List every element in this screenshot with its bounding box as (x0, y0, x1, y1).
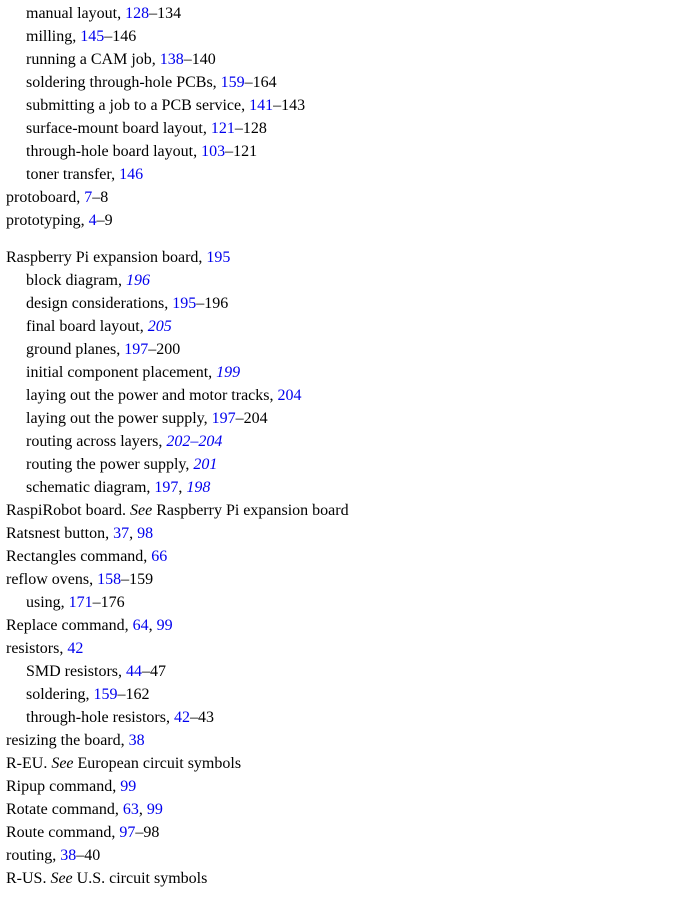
entry-text: Rotate command, (6, 801, 123, 818)
page-link[interactable]: 121 (210, 120, 235, 137)
entry-text: laying out the power supply, (26, 410, 212, 427)
entry-text: reflow ovens, (6, 571, 98, 588)
entry-text: initial component placement, (26, 364, 217, 381)
index-entry (6, 524, 153, 543)
page-link[interactable]: 63 (122, 801, 139, 818)
entry-text: SMD resistors, (26, 663, 127, 680)
index-entry (6, 570, 153, 589)
index-entry (6, 248, 230, 267)
entry-text: R-US. (6, 870, 51, 887)
page-link[interactable]: 204 (277, 387, 302, 404)
page-link[interactable]: 197 (154, 479, 179, 496)
entry-text: Ripup command, (6, 778, 121, 795)
entry-text: Route command, (6, 824, 120, 841)
entry-text: resistors, (6, 640, 68, 657)
page-link[interactable]: 99 (146, 801, 163, 818)
entry-text: using, (26, 594, 69, 611)
entry-text: design considerations, (26, 295, 173, 312)
index-subentry (26, 119, 267, 138)
page-link[interactable]: 199 (216, 364, 241, 381)
entry-text: –204 (235, 410, 268, 427)
page-link[interactable]: 42 (173, 709, 190, 726)
index-subentry (26, 478, 210, 497)
page-link[interactable]: 38 (60, 847, 77, 864)
entry-text: through-hole board layout, (26, 143, 202, 160)
entry-text: –121 (225, 143, 258, 160)
entry-text: Replace command, (6, 617, 133, 634)
index-subentry (26, 73, 277, 92)
entry-text: ground planes, (26, 341, 125, 358)
page-link[interactable]: 103 (201, 143, 226, 160)
entry-text: –40 (76, 847, 101, 864)
entry-text: –200 (148, 341, 181, 358)
entry-text: –176 (92, 594, 125, 611)
page-link[interactable]: 141 (249, 97, 274, 114)
index-subentry (26, 96, 305, 115)
index-entry (6, 188, 108, 207)
page-link[interactable]: 201 (193, 456, 218, 473)
page-link[interactable]: 7 (84, 189, 93, 206)
index-entry (6, 639, 83, 658)
index-entry (6, 731, 145, 750)
page-link[interactable]: 195 (172, 295, 197, 312)
entry-text: –43 (189, 709, 214, 726)
index-entry (6, 501, 349, 520)
index-entry (6, 846, 100, 865)
entry-text: Ratsnest button, (6, 525, 114, 542)
page-link[interactable]: 138 (159, 51, 184, 68)
index-entry (6, 777, 136, 796)
page-link[interactable]: 98 (137, 525, 154, 542)
entry-text: prototyping, (6, 212, 89, 229)
entry-text: routing the power supply, (26, 456, 194, 473)
page-link[interactable]: 198 (186, 479, 211, 496)
entry-text: –196 (196, 295, 229, 312)
page-link[interactable]: 128 (125, 5, 150, 22)
entry-text: Raspberry Pi expansion board (152, 502, 349, 519)
entry-text: U.S. circuit symbols (72, 870, 208, 887)
entry-text: –98 (135, 824, 160, 841)
entry-text: soldering, (26, 686, 94, 703)
page-link[interactable]: 97 (119, 824, 136, 841)
entry-text: , (129, 525, 138, 542)
page-link[interactable]: 158 (97, 571, 122, 588)
page-link[interactable]: 66 (151, 548, 168, 565)
see-reference: See (50, 870, 73, 887)
index-subentry (26, 50, 216, 69)
page-link[interactable]: 4 (88, 212, 97, 229)
page-link[interactable]: 202–204 (166, 433, 223, 450)
entry-text: R-EU. (6, 755, 52, 772)
page-link[interactable]: 195 (206, 249, 231, 266)
index-subentry (26, 363, 240, 382)
entry-text: , (148, 617, 157, 634)
entry-text: –134 (149, 5, 182, 22)
page-link[interactable]: 171 (68, 594, 93, 611)
index-entry (6, 616, 173, 635)
entry-text: toner transfer, (26, 166, 120, 183)
page-link[interactable]: 44 (126, 663, 143, 680)
index-subentry (26, 294, 228, 313)
entry-text: through-hole resistors, (26, 709, 174, 726)
entry-text: manual layout, (26, 5, 126, 22)
entry-text: laying out the power and motor tracks, (26, 387, 278, 404)
entry-text: resizing the board, (6, 732, 129, 749)
entry-text: –159 (121, 571, 154, 588)
index-entry (6, 823, 159, 842)
index-subentry (26, 165, 143, 184)
page-link[interactable]: 197 (124, 341, 149, 358)
entry-text: –162 (117, 686, 150, 703)
entry-text: , (138, 801, 147, 818)
entry-text: –140 (183, 51, 216, 68)
page-link[interactable]: 42 (67, 640, 84, 657)
entry-text: running a CAM job, (26, 51, 160, 68)
index-subentry (26, 27, 136, 46)
entry-text: submitting a job to a PCB service, (26, 97, 250, 114)
page-link[interactable]: 38 (128, 732, 145, 749)
entry-text: schematic diagram, (26, 479, 155, 496)
entry-text: RaspiRobot board. (6, 502, 130, 519)
entry-text: –9 (96, 212, 113, 229)
page-link[interactable]: 146 (119, 166, 144, 183)
index-entry (6, 547, 167, 566)
see-reference: See (130, 502, 153, 519)
see-reference: See (51, 755, 74, 772)
index-subentry (26, 142, 257, 161)
index-entry (6, 754, 241, 773)
page-link[interactable]: 196 (125, 272, 150, 289)
entry-text: Rectangles command, (6, 548, 152, 565)
entry-text: –146 (104, 28, 137, 45)
page-link[interactable]: 159 (220, 74, 245, 91)
entry-text: protoboard, (6, 189, 85, 206)
index-subentry (26, 708, 214, 727)
entry-text: block diagram, (26, 272, 126, 289)
entry-text: , (178, 479, 187, 496)
entry-text: final board layout, (26, 318, 148, 335)
entry-text: Raspberry Pi expansion board, (6, 249, 207, 266)
index-entry (6, 800, 163, 819)
index-entry (6, 869, 207, 888)
index-subentry (26, 386, 302, 405)
entry-text: –164 (244, 74, 277, 91)
entry-text: –8 (92, 189, 109, 206)
page-link[interactable]: 197 (211, 410, 236, 427)
entry-text: routing, (6, 847, 61, 864)
entry-text: milling, (26, 28, 81, 45)
entry-text: European circuit symbols (73, 755, 242, 772)
entry-text: routing across layers, (26, 433, 167, 450)
page-link[interactable]: 159 (93, 686, 118, 703)
entry-text: –128 (234, 120, 267, 137)
page-link[interactable]: 99 (120, 778, 137, 795)
index-subentry (26, 685, 150, 704)
index-subentry (26, 4, 181, 23)
index-subentry (26, 271, 150, 290)
index-subentry (26, 593, 125, 612)
index-subentry (26, 409, 268, 428)
index-subentry (26, 662, 166, 681)
page-link[interactable]: 205 (147, 318, 172, 335)
index-subentry (26, 317, 172, 336)
index-subentry (26, 455, 217, 474)
entry-text: surface-mount board layout, (26, 120, 211, 137)
index-subentry (26, 432, 222, 451)
entry-text: –47 (142, 663, 167, 680)
page-link[interactable]: 145 (80, 28, 105, 45)
page-link[interactable]: 64 (132, 617, 149, 634)
entry-text: –143 (273, 97, 306, 114)
entry-text: soldering through-hole PCBs, (26, 74, 221, 91)
page-link[interactable]: 37 (113, 525, 130, 542)
index-entry (6, 211, 113, 230)
page-link[interactable]: 99 (156, 617, 173, 634)
index-subentry (26, 340, 180, 359)
